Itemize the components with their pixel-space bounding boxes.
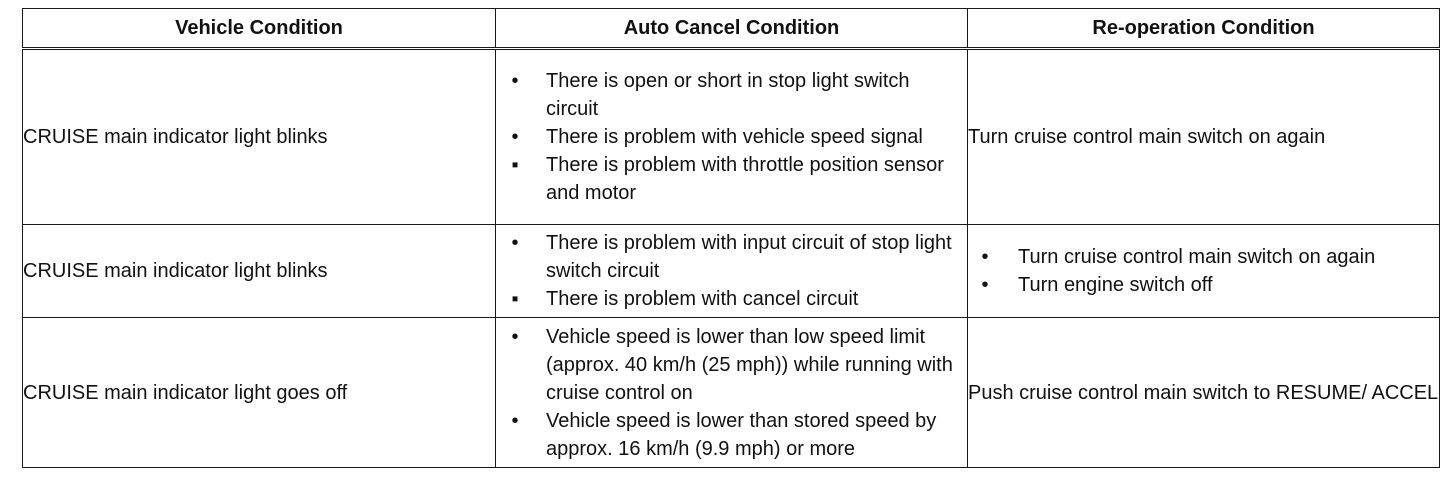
vehicle-condition-cell: CRUISE main indicator light goes off: [23, 318, 496, 468]
cancel-condition-list: [496, 323, 967, 463]
table-row: [23, 225, 1440, 318]
list-item: [496, 407, 967, 463]
list-item-text: There is problem with vehicle speed signal: [546, 126, 923, 148]
auto-cancel-cell: [496, 225, 968, 318]
list-item: [496, 151, 967, 207]
vehicle-condition-cell: CRUISE main indicator light blinks: [23, 225, 496, 318]
reoperation-list: [968, 243, 1439, 299]
header-reoperation-condition: Re-operation Condition: [968, 9, 1440, 49]
list-item-text: Vehicle speed is lower than stored speed by approx. 16 km/h (9.9 mph) or more: [546, 409, 937, 460]
bullet-icon: •: [981, 274, 989, 296]
header-auto-cancel-condition: Auto Cancel Condition: [496, 9, 968, 49]
list-item: [496, 67, 967, 123]
reoperation-cell: Turn cruise control main switch on again: [968, 49, 1440, 225]
bullet-icon: •: [511, 232, 519, 254]
table-header-row: [23, 9, 1440, 49]
list-item: [496, 123, 967, 151]
list-item: [968, 271, 1439, 299]
auto-cancel-table: [22, 8, 1440, 468]
auto-cancel-cell: [496, 49, 968, 225]
vehicle-condition-cell: CRUISE main indicator light blinks: [23, 49, 496, 225]
reoperation-cell: Push cruise control main switch to RESUME/ ACCEL: [968, 318, 1440, 468]
table-row: [23, 49, 1440, 225]
list-item-text: There is problem with input circuit of stop light switch circuit: [546, 232, 952, 282]
bullet-icon: ▪: [511, 288, 519, 310]
bullet-icon: •: [511, 325, 519, 348]
list-item: [496, 323, 967, 407]
bullet-icon: •: [981, 246, 989, 268]
table-row: [23, 318, 1440, 468]
reoperation-cell: [968, 225, 1440, 318]
list-item: [496, 229, 967, 285]
bullet-icon: •: [511, 126, 519, 148]
bullet-icon: •: [511, 409, 519, 432]
list-item-text: There is problem with cancel circuit: [546, 288, 859, 310]
list-item-text: There is open or short in stop light switch circuit: [546, 70, 910, 120]
list-item: [968, 243, 1439, 271]
list-item-text: Turn engine switch off: [1018, 274, 1213, 296]
auto-cancel-cell: [496, 318, 968, 468]
bullet-icon: •: [511, 70, 519, 92]
header-vehicle-condition: Vehicle Condition: [23, 9, 496, 49]
bullet-icon: ▪: [511, 154, 519, 176]
list-item: [496, 285, 967, 313]
list-item-text: Vehicle speed is lower than low speed limit (approx. 40 km/h (25 mph)) while running with cruise control on: [546, 325, 953, 404]
cancel-condition-list: [496, 229, 967, 313]
cancel-condition-list: [496, 67, 967, 207]
list-item-text: There is problem with throttle position sensor and motor: [546, 154, 944, 204]
list-item-text: Turn cruise control main switch on again: [1018, 246, 1376, 268]
